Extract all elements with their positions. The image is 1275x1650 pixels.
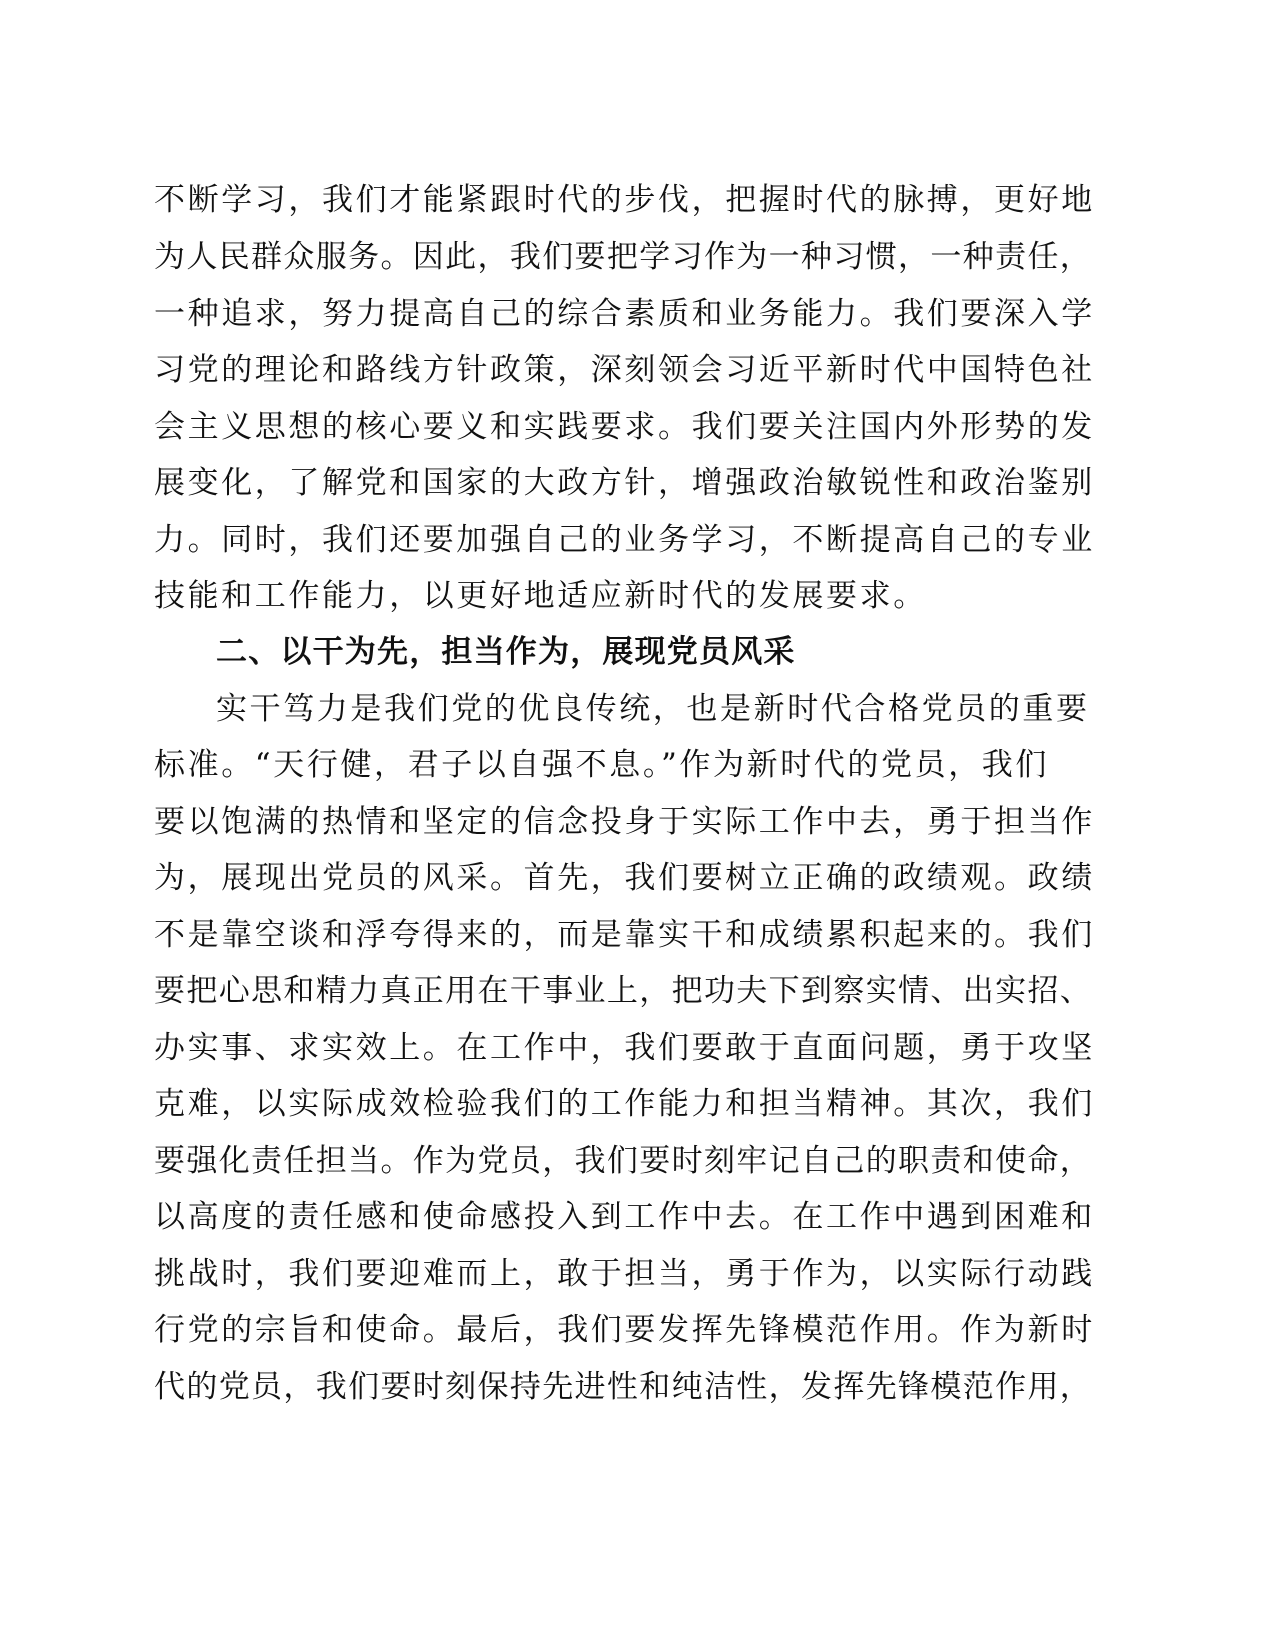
body-text-line: 标准。“天行健，君子以自强不息。”作为新时代的党员，我们 bbox=[154, 747, 1049, 783]
body-text-line: 为人民群众服务。因此，我们要把学习作为一种习惯，一种责任， bbox=[154, 239, 1093, 275]
body-text-line: 力。同时，我们还要加强自己的业务学习，不断提高自己的专业 bbox=[154, 522, 1095, 558]
body-text-line: 行党的宗旨和使命。最后，我们要发挥先锋模范作用。作为新时 bbox=[154, 1312, 1095, 1348]
paragraph-first-line: 实干笃力是我们党的优良传统，也是新时代合格党员的重要 bbox=[216, 691, 1090, 727]
body-text-line: 要把心思和精力真正用在干事业上，把功夫下到察实情、出实招、 bbox=[154, 973, 1093, 1009]
body-text-line: 会主义思想的核心要义和实践要求。我们要关注国内外形势的发 bbox=[154, 409, 1095, 445]
body-text-line: 不是靠空谈和浮夸得来的，而是靠实干和成绩累积起来的。我们 bbox=[154, 917, 1095, 953]
body-text-line: 为，展现出党员的风采。首先，我们要树立正确的政绩观。政绩 bbox=[154, 860, 1095, 896]
section-heading: 二、以干为先，担当作为，展现党员风采 bbox=[216, 634, 796, 670]
body-text-line: 以高度的责任感和使命感投入到工作中去。在工作中遇到困难和 bbox=[154, 1199, 1095, 1235]
body-text-line: 办实事、求实效上。在工作中，我们要敢于直面问题，勇于攻坚 bbox=[154, 1030, 1095, 1066]
body-text-line: 习党的理论和路线方针政策，深刻领会习近平新时代中国特色社 bbox=[154, 352, 1095, 388]
body-text-line: 挑战时，我们要迎难而上，敢于担当，勇于作为，以实际行动践 bbox=[154, 1256, 1095, 1292]
body-text-line: 要强化责任担当。作为党员，我们要时刻牢记自己的职责和使命， bbox=[154, 1143, 1093, 1179]
body-text-line: 克难，以实际成效检验我们的工作能力和担当精神。其次，我们 bbox=[154, 1086, 1095, 1122]
body-text-line: 要以饱满的热情和坚定的信念投身于实际工作中去，勇于担当作 bbox=[154, 804, 1095, 840]
body-text-line: 技能和工作能力，以更好地适应新时代的发展要求。 bbox=[154, 578, 927, 614]
body-text-line: 不断学习，我们才能紧跟时代的步伐，把握时代的脉搏，更好地 bbox=[154, 182, 1095, 218]
body-text-line: 代的党员，我们要时刻保持先进性和纯洁性，发挥先锋模范作用， bbox=[154, 1369, 1093, 1405]
body-text-line: 一种追求，努力提高自己的综合素质和业务能力。我们要深入学 bbox=[154, 296, 1095, 332]
body-text-line: 展变化，了解党和国家的大政方针，增强政治敏锐性和政治鉴别 bbox=[154, 465, 1095, 501]
